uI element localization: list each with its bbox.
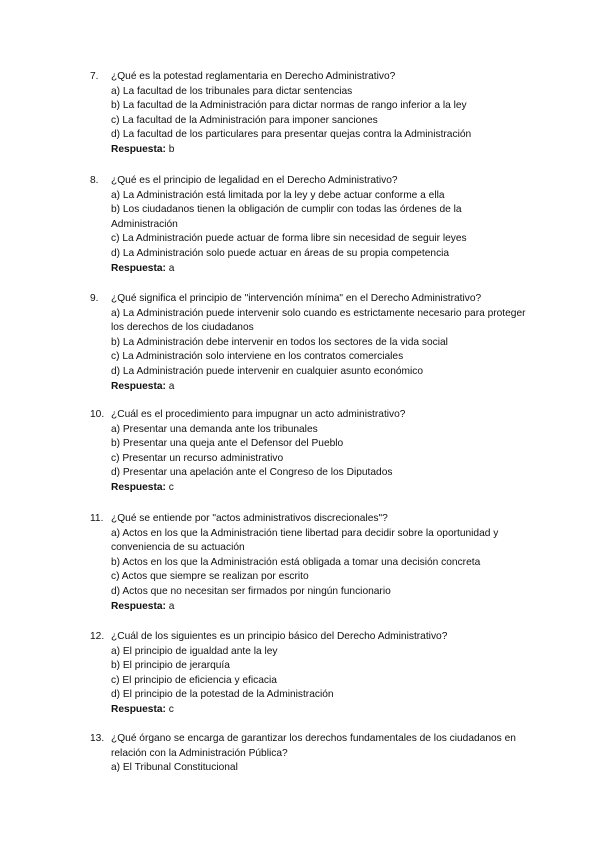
options-list: [90, 423, 530, 481]
question-13: [90, 732, 530, 776]
options-list: [90, 527, 530, 600]
answer-line: [90, 143, 530, 158]
option-d: d) La Administración solo puede actuar en áreas de su propia competencia: [111, 247, 450, 259]
options-list: [90, 307, 530, 380]
question-text: ¿Qué órgano se encarga de garantizar los derechos fundamentales de los ciudadanos en relación con la Administración Pública?: [111, 733, 516, 759]
answer-value: c: [168, 703, 174, 715]
option-a: a) Presentar una demanda ante los tribunales: [111, 423, 318, 435]
question-header: [90, 732, 530, 761]
answer-label: Respuesta:: [111, 143, 166, 155]
answer-label: Respuesta:: [111, 600, 166, 612]
question-header: [90, 630, 530, 645]
option-b: b) La facultad de la Administración para dictar normas de rango inferior a la ley: [111, 100, 467, 112]
option-d: d) La facultad de los particulares para presentar quejas contra la Administración: [111, 129, 472, 141]
question-11: [90, 512, 530, 614]
answer-line: [90, 380, 530, 395]
question-text: ¿Cuál de los siguientes es un principio básico del Derecho Administrativo?: [111, 631, 448, 642]
options-list: [90, 85, 530, 143]
question-9: [90, 292, 530, 394]
option-a: a) El principio de igualdad ante la ley: [111, 645, 278, 657]
options-list: [90, 189, 530, 262]
option-c: c) La Administración solo interviene en los contratos comerciales: [111, 351, 404, 363]
question-text: ¿Qué significa el principio de "intervención mínima" en el Derecho Administrativo?: [111, 293, 482, 304]
question-number: 9.: [90, 293, 99, 304]
option-a: a) La Administración puede intervenir solo cuando es estrictamente necesario para proteger los derechos de los ciudadanos: [111, 307, 526, 334]
answer-value: c: [168, 481, 174, 493]
question-text: ¿Qué es la potestad reglamentaria en Derecho Administrativo?: [111, 71, 396, 82]
question-header: [90, 292, 530, 307]
question-10: [90, 408, 530, 496]
question-text: ¿Cuál es el procedimiento para impugnar un acto administrativo?: [111, 409, 406, 420]
question-header: [90, 512, 530, 527]
question-number: 8.: [90, 175, 99, 186]
option-c: c) Presentar un recurso administrativo: [111, 452, 284, 464]
option-a: a) Actos en los que la Administración tiene libertad para decidir sobre la oportunidad y conveniencia de su actuación: [111, 527, 499, 554]
option-d: d) Actos que no necesitan ser firmados por ningún funcionario: [111, 585, 391, 597]
question-7: [90, 70, 530, 158]
answer-label: Respuesta:: [111, 481, 166, 493]
answer-line: [90, 703, 530, 718]
question-text: ¿Qué es el principio de legalidad en el Derecho Administrativo?: [111, 175, 398, 186]
answer-value: b: [168, 143, 175, 155]
question-number: 11.: [90, 513, 104, 524]
answer-label: Respuesta:: [111, 262, 166, 274]
answer-line: [90, 262, 530, 277]
option-d: d) La Administración puede intervenir en cualquier asunto económico: [111, 365, 424, 377]
answer-value: a: [168, 600, 175, 612]
answer-value: a: [168, 262, 175, 274]
option-a: a) La facultad de los tribunales para dictar sentencias: [111, 85, 353, 97]
option-b: b) Actos en los que la Administración está obligada a tomar una decisión concreta: [111, 556, 481, 568]
options-list: [90, 761, 530, 776]
question-header: [90, 70, 530, 85]
option-a: a) La Administración está limitada por la ley y debe actuar conforme a ella: [111, 189, 445, 201]
option-c: c) Actos que siempre se realizan por escrito: [111, 571, 309, 583]
answer-label: Respuesta:: [111, 703, 166, 715]
option-c: c) La Administración puede actuar de forma libre sin necesidad de seguir leyes: [111, 233, 467, 245]
question-header: [90, 174, 530, 189]
answer-line: [90, 600, 530, 615]
question-8: [90, 174, 530, 276]
option-d: d) El principio de la potestad de la Administración: [111, 689, 334, 701]
question-number: 12.: [90, 631, 105, 642]
option-b: b) La Administración debe intervenir en todos los sectores de la vida social: [111, 336, 448, 348]
question-12: [90, 630, 530, 718]
option-b: b) Presentar una queja ante el Defensor del Pueblo: [111, 438, 344, 450]
question-number: 13.: [90, 733, 105, 744]
question-number: 10.: [90, 409, 105, 420]
option-c: c) El principio de eficiencia y eficacia: [111, 674, 277, 686]
option-c: c) La facultad de la Administración para imponer sanciones: [111, 114, 378, 126]
question-number: 7.: [90, 71, 99, 82]
answer-value: a: [168, 380, 175, 392]
option-b: b) El principio de jerarquía: [111, 660, 230, 672]
options-list: [90, 645, 530, 703]
question-text: ¿Qué se entiende por "actos administrativos discrecionales"?: [111, 513, 388, 524]
answer-line: [90, 481, 530, 496]
answer-label: Respuesta:: [111, 380, 166, 392]
option-b: b) Los ciudadanos tienen la obligación de cumplir con todas las órdenes de la Administración: [111, 204, 462, 230]
option-a: a) El Tribunal Constitucional: [111, 762, 238, 774]
question-header: [90, 408, 530, 423]
option-d: d) Presentar una apelación ante el Congreso de los Diputados: [111, 467, 393, 479]
